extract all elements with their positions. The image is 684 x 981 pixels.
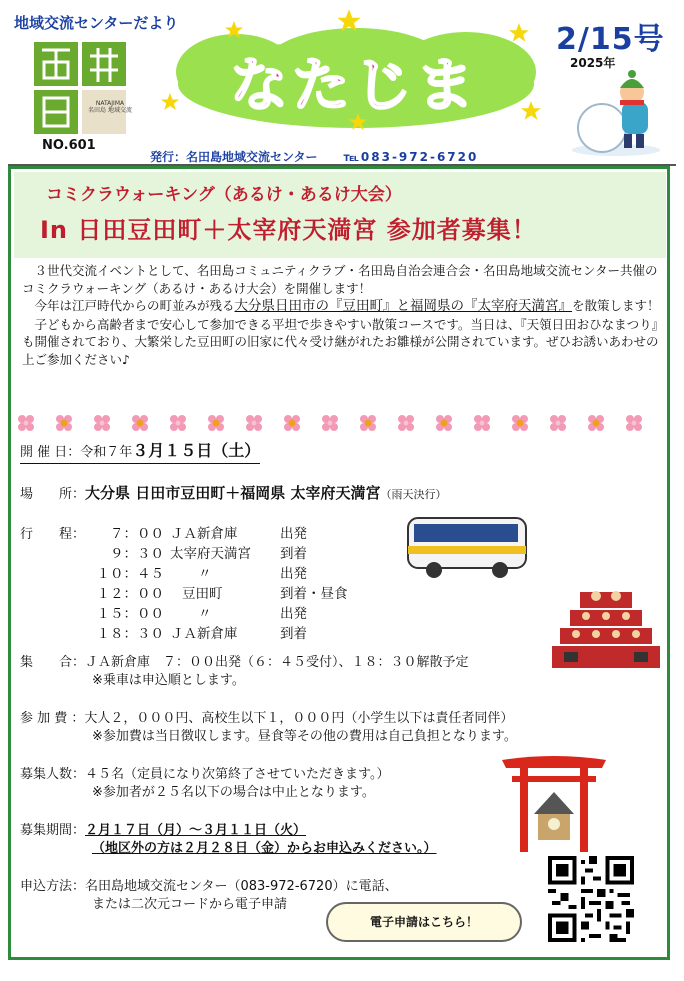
intro-paragraph: 子どもから高齢者まで安心して参加できる平坦で歩きやすい散策コースです。当日は、『天領日田おひなまつり』も開催されており、大繁栄した豆田町の旧家に代々受け継がれたお雛様が公開されています。ぜひお誘いあわせの上ご参加ください♪ (22, 316, 659, 367)
capacity-value: ４５名（定員になり次第終了させていただきます。） (85, 767, 390, 782)
capacity-row (20, 766, 389, 802)
fee-note: ※参加費は当日徴収します。昼食等その他の費用は自己負担となります。 (92, 729, 517, 744)
natajima-logo (34, 42, 126, 134)
e-application-button[interactable]: 電子申請はこちら！ (326, 902, 522, 942)
schedule-row: １５：００ 〃 出発 (96, 606, 307, 622)
hina-doll-illustration (550, 582, 662, 678)
capacity-note: ※参加者が２５名以下の場合は中止となります。 (92, 785, 375, 800)
publisher-line (150, 148, 478, 165)
period-value: ２月１７日（月）～３月１１日（火） (85, 823, 307, 838)
schedule-row: ７：００ ＪＡ新倉庫 出発 (110, 526, 307, 542)
place-note: （雨天決行） (380, 488, 447, 501)
fee-value: 大人２，０００円、高校生以下１，０００円（小学生以下は責任者同伴） (84, 711, 514, 726)
place-value: 大分県 日田市豆田町＋福岡県 太宰府天満宮 (85, 484, 381, 502)
period-label: 募集期間： (20, 823, 86, 838)
headline-title: In 日田豆田町＋太宰府天満宮 参加者募集！ (40, 216, 537, 244)
schedule-row: １８：３０ ＪＡ新倉庫 到着 (96, 626, 307, 642)
schedule-row: １０：４５ 〃 出発 (96, 566, 307, 582)
meet-note: ※乗車は申込順とします。 (92, 673, 245, 688)
bus-illustration (404, 512, 530, 580)
meet-label: 集 合： (20, 655, 86, 670)
shrine-gate-illustration (498, 752, 610, 852)
intro-paragraph: ３世代交流イベントとして、名田島コミュニティクラブ・名田島自治会連合会・名田島地域交流センター共催のコミクラウォーキング（あるけ・あるけ大会）を開催します！ (22, 263, 658, 296)
issue-number: NO.601 (42, 138, 96, 153)
apply-value: 名田島地域交流センター（083-972-6720）に電話、 (85, 879, 398, 894)
issue-year: 2025年 (570, 56, 616, 70)
star-icon (336, 8, 362, 34)
newsletter-tagline: 地域交流センターだより (14, 14, 179, 32)
newsletter-title: なたじま (229, 51, 478, 119)
fee-label: 参 加 費 ： (20, 711, 85, 726)
publisher-name: 発行：名田島地域交流センター (150, 150, 318, 164)
event-date-row (20, 442, 260, 464)
logo-caption: NATAJIMA 名田島 地域交流 (88, 100, 132, 114)
qr-code[interactable] (548, 856, 634, 942)
schedule-row: ９：３０ 太宰府天満宮 到着 (110, 546, 307, 562)
schedule-row: １２：００ 豆田町 到着・昼食 (96, 586, 348, 602)
fee-row (20, 710, 517, 746)
headline-subtitle: コミクラウォーキング（あるけ・あるけ大会） (46, 185, 402, 205)
date-label: 開 催 日： (20, 445, 81, 460)
date-value: ３月１５日（土） (132, 441, 261, 460)
flower-border (14, 408, 670, 438)
star-icon (224, 20, 244, 40)
publisher-tel: ℡083-972-6720 (343, 150, 479, 164)
destination-highlight: 大分県日田市の『豆田町』と福岡県の『太宰府天満宮』 (234, 298, 573, 314)
issue-date: 2/15号 (556, 22, 665, 57)
period-note: （地区外の方は２月２８日（金）からお申込みください。） (92, 841, 437, 856)
event-place-row (20, 484, 446, 504)
schedule-label: 行 程： (20, 527, 86, 542)
meet-value: ＪＡ新倉庫 ７：００出発（６：４５受付）、１８：３０解散予定 (85, 655, 469, 670)
apply-label: 申込方法： (20, 879, 86, 894)
place-label: 場 所： (20, 487, 86, 502)
intro-text (22, 262, 662, 368)
snowman-boy-illustration (566, 66, 666, 158)
schedule-table (90, 524, 354, 644)
meeting-row (20, 654, 469, 690)
date-era: 令和７年 (80, 445, 133, 460)
period-row (20, 822, 437, 858)
apply-value-2: または二次元コードから電子申請 (92, 897, 288, 912)
intro-paragraph: 今年は江戸時代からの町並みが残る大分県日田市の『豆田町』と福岡県の『太宰府天満宮』を散策します！ (22, 298, 660, 314)
capacity-label: 募集人数： (20, 767, 86, 782)
